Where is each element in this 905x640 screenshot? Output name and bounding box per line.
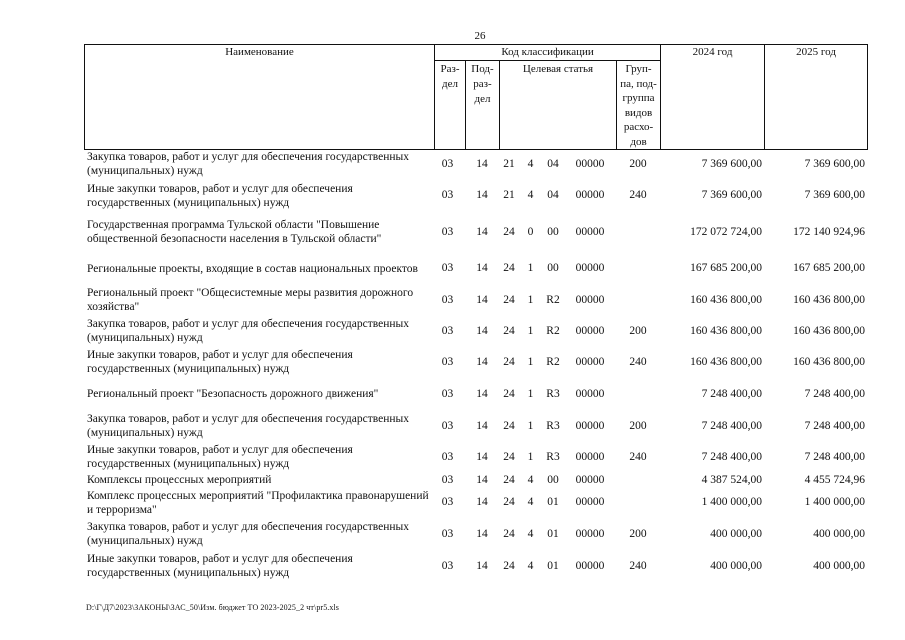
row-razdel: 03	[441, 262, 454, 274]
row-amount-2025: 160 436 800,00	[793, 355, 865, 368]
row-amount-2024: 7 248 400,00	[701, 450, 762, 463]
table-header	[84, 44, 868, 150]
row-target-code: 00000	[575, 450, 605, 463]
row-amount-2024: 160 436 800,00	[690, 355, 762, 368]
row-target-program: 21	[503, 157, 515, 170]
row-target-direction: 01	[547, 559, 559, 572]
row-name: Закупка товаров, работ и услуг для обеспечения государственных (муниципальных) нужд	[87, 318, 410, 344]
row-target-program: 24	[503, 527, 515, 540]
header-razdel: Раз- дел	[435, 61, 466, 150]
row-podrazdel: 14	[476, 225, 488, 238]
row-target-code: 00000	[575, 293, 605, 306]
table-row	[84, 148, 867, 179]
row-target-code: 00000	[575, 419, 605, 432]
row-target-code: 00000	[575, 387, 605, 400]
row-razdel: 03	[441, 387, 454, 400]
row-target-direction: R2	[546, 324, 560, 337]
row-expense-group: 240	[629, 355, 647, 368]
row-target-code: 00000	[575, 324, 605, 337]
row-target-direction: 04	[547, 157, 559, 170]
row-target-subprogram: 0	[527, 225, 534, 238]
row-target-program: 24	[503, 473, 515, 486]
row-target-subprogram: 1	[527, 450, 534, 463]
row-amount-2024: 1 400 000,00	[701, 496, 762, 508]
row-amount-2024: 160 436 800,00	[690, 324, 762, 337]
row-target-direction: R2	[546, 355, 560, 368]
row-target-direction: R2	[546, 293, 560, 306]
row-razdel: 03	[441, 355, 454, 368]
row-expense-group: 240	[629, 189, 647, 201]
file-path-footer: D:\Г\Д7\2023\ЗАКОНЫ\ЗАС_50\Изм. бюджет ТО 2023-2025_2 чт\pr5.xls	[86, 603, 340, 612]
row-amount-2025: 4 455 724,96	[804, 473, 865, 486]
row-razdel: 03	[441, 450, 454, 463]
row-podrazdel: 14	[476, 262, 488, 274]
table-row	[84, 441, 867, 472]
row-podrazdel: 14	[476, 189, 488, 201]
row-target-program: 24	[503, 355, 515, 368]
row-podrazdel: 14	[476, 496, 488, 508]
table-row	[84, 211, 867, 252]
row-razdel: 03	[441, 225, 454, 238]
row-amount-2025: 7 248 400,00	[804, 450, 865, 463]
header-name: Наименование	[85, 45, 435, 150]
row-target-program: 24	[503, 450, 515, 463]
row-razdel: 03	[441, 189, 454, 201]
table-row	[84, 315, 867, 346]
row-razdel: 03	[441, 559, 454, 572]
row-amount-2025: 1 400 000,00	[804, 496, 865, 508]
row-podrazdel: 14	[476, 157, 488, 170]
row-target-program: 24	[503, 225, 515, 238]
row-target-direction: 00	[547, 262, 559, 274]
row-target-program: 21	[503, 189, 515, 201]
row-expense-group	[616, 472, 660, 487]
row-target-program: 24	[503, 387, 515, 400]
row-target-program: 24	[503, 262, 515, 274]
row-podrazdel: 14	[476, 355, 488, 368]
row-name: Комплекс процессных мероприятий "Профилактика правонарушений и терроризма"	[87, 489, 429, 516]
row-target-program: 24	[503, 324, 515, 337]
row-target-program: 24	[503, 496, 515, 508]
row-name: Закупка товаров, работ и услуг для обеспечения государственных (муниципальных) нужд	[87, 151, 410, 177]
row-amount-2025: 160 436 800,00	[793, 293, 865, 306]
row-expense-group: 200	[629, 527, 647, 540]
row-expense-group	[616, 284, 660, 315]
header-group: Груп- па, под- группа видов расхо- дов	[617, 61, 661, 150]
row-expense-group: 240	[629, 559, 647, 572]
row-target-code: 00000	[575, 157, 605, 170]
row-amount-2024: 167 685 200,00	[690, 262, 762, 274]
row-name: Региональные проекты, входящие в состав национальных проектов	[87, 262, 418, 275]
row-amount-2024: 4 387 524,00	[701, 473, 762, 486]
row-amount-2025: 7 369 600,00	[804, 189, 865, 201]
row-target-program: 24	[503, 419, 515, 432]
row-amount-2024: 160 436 800,00	[690, 293, 762, 306]
row-expense-group: 200	[629, 419, 647, 432]
row-target-code: 00000	[575, 559, 605, 572]
row-amount-2024: 400 000,00	[710, 559, 762, 572]
row-amount-2025: 167 685 200,00	[793, 262, 865, 274]
header-2025: 2025 год	[765, 45, 868, 150]
row-amount-2025: 400 000,00	[813, 559, 865, 572]
row-expense-group	[616, 487, 660, 517]
row-target-subprogram: 4	[527, 496, 534, 508]
row-target-direction: 04	[547, 189, 559, 201]
row-target-direction: 00	[547, 225, 559, 238]
row-amount-2024: 7 248 400,00	[701, 387, 762, 400]
page-number: 26	[474, 30, 486, 42]
row-podrazdel: 14	[476, 293, 488, 306]
row-amount-2024: 7 369 600,00	[701, 189, 762, 201]
table-row	[84, 550, 867, 581]
header-podrazdel: Под- раз- дел	[466, 61, 500, 150]
row-podrazdel: 14	[476, 527, 488, 540]
header-code: Код классификации	[435, 45, 661, 61]
table-row	[84, 410, 867, 441]
row-target-code: 00000	[575, 355, 605, 368]
row-target-subprogram: 1	[527, 262, 534, 274]
row-expense-group	[616, 377, 660, 410]
table-row	[84, 252, 867, 284]
row-amount-2025: 7 248 400,00	[804, 419, 865, 432]
row-target-subprogram: 4	[527, 189, 534, 201]
header-target: Целевая статья	[500, 61, 617, 150]
row-podrazdel: 14	[476, 387, 488, 400]
row-expense-group: 240	[629, 450, 647, 463]
row-expense-group: 200	[629, 157, 647, 170]
row-expense-group	[616, 252, 660, 284]
row-target-program: 24	[503, 293, 515, 306]
row-name: Государственная программа Тульской области "Повышение общественной безопасности населения в Тульской области"	[87, 219, 382, 245]
row-target-code: 00000	[575, 527, 605, 540]
row-amount-2024: 400 000,00	[710, 527, 762, 540]
row-expense-group: 200	[629, 324, 647, 337]
table-row	[84, 284, 867, 315]
row-name: Иные закупки товаров, работ и услуг для обеспечения государственных (муниципальных) нужд	[87, 182, 353, 209]
budget-table	[84, 148, 867, 581]
row-amount-2024: 172 072 724,00	[690, 225, 762, 238]
row-target-subprogram: 1	[527, 387, 534, 400]
row-target-subprogram: 1	[527, 324, 534, 337]
row-name: Иные закупки товаров, работ и услуг для обеспечения государственных (муниципальных) нужд	[87, 553, 353, 579]
table-row	[84, 472, 867, 487]
row-target-direction: R3	[546, 419, 560, 432]
row-name: Закупка товаров, работ и услуг для обеспечения государственных (муниципальных) нужд	[87, 521, 410, 547]
row-amount-2025: 7 248 400,00	[804, 387, 865, 400]
row-expense-group	[616, 211, 660, 252]
row-razdel: 03	[441, 324, 454, 337]
row-target-subprogram: 1	[527, 355, 534, 368]
row-target-code: 00000	[575, 473, 605, 486]
row-target-direction: 00	[547, 473, 559, 486]
row-target-direction: R3	[546, 450, 560, 463]
row-target-subprogram: 4	[527, 157, 534, 170]
row-name: Иные закупки товаров, работ и услуг для обеспечения государственных (муниципальных) нужд	[87, 444, 353, 470]
row-target-program: 24	[503, 559, 515, 572]
row-target-code: 00000	[575, 496, 605, 508]
row-target-code: 00000	[575, 189, 605, 201]
row-razdel: 03	[441, 496, 454, 508]
row-target-subprogram: 1	[527, 419, 534, 432]
row-razdel: 03	[441, 473, 454, 486]
table-row	[84, 487, 867, 517]
row-amount-2025: 172 140 924,96	[793, 225, 865, 238]
row-razdel: 03	[441, 419, 454, 432]
row-podrazdel: 14	[476, 450, 488, 463]
row-target-subprogram: 4	[527, 473, 534, 486]
row-podrazdel: 14	[476, 559, 488, 572]
table-row	[84, 517, 867, 550]
table-row	[84, 377, 867, 410]
row-target-subprogram: 4	[527, 559, 534, 572]
row-amount-2025: 400 000,00	[813, 527, 865, 540]
table-row	[84, 346, 867, 377]
row-target-code: 00000	[575, 225, 605, 238]
row-amount-2024: 7 248 400,00	[701, 419, 762, 432]
row-podrazdel: 14	[476, 473, 488, 486]
row-target-subprogram: 1	[527, 293, 534, 306]
row-target-direction: 01	[547, 496, 559, 508]
row-name: Комплексы процессных мероприятий	[87, 474, 272, 486]
row-razdel: 03	[441, 293, 454, 306]
row-podrazdel: 14	[476, 324, 488, 337]
row-target-code: 00000	[575, 262, 605, 274]
header-2024: 2024 год	[661, 45, 765, 150]
row-razdel: 03	[441, 527, 454, 540]
table-row	[84, 179, 867, 211]
row-target-direction: 01	[547, 527, 559, 540]
row-amount-2024: 7 369 600,00	[701, 157, 762, 170]
row-name: Иные закупки товаров, работ и услуг для обеспечения государственных (муниципальных) нужд	[87, 349, 353, 375]
row-amount-2025: 7 369 600,00	[804, 157, 865, 170]
row-name: Региональный проект "Безопасность дорожного движения"	[87, 388, 379, 400]
row-razdel: 03	[441, 157, 454, 170]
row-name: Закупка товаров, работ и услуг для обеспечения государственных (муниципальных) нужд	[87, 413, 410, 439]
row-name: Региональный проект "Общесистемные меры развития дорожного хозяйства"	[87, 287, 414, 313]
row-target-subprogram: 4	[527, 527, 534, 540]
row-target-direction: R3	[546, 387, 560, 400]
row-podrazdel: 14	[476, 419, 488, 432]
row-amount-2025: 160 436 800,00	[793, 324, 865, 337]
